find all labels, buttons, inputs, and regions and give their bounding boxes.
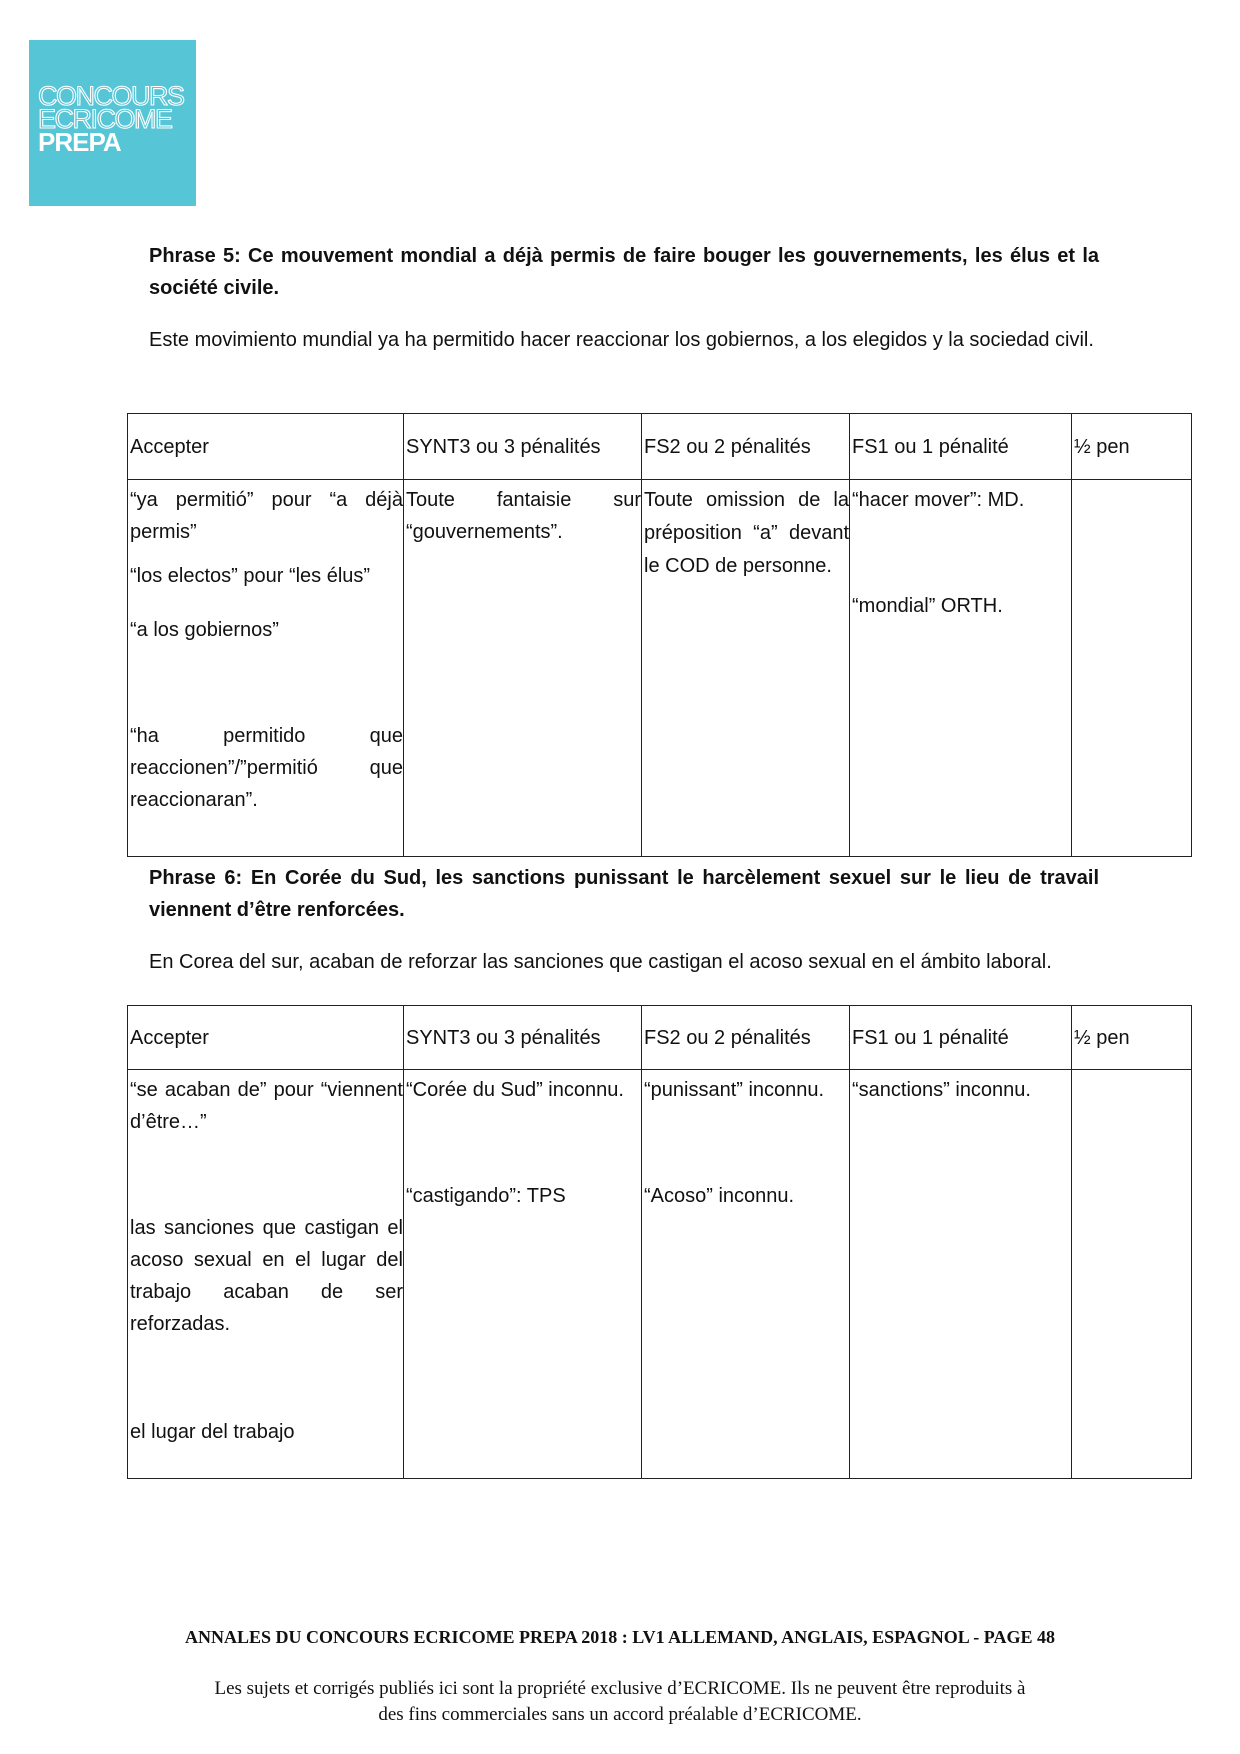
phrase6-title [149,862,1099,926]
phrase6-accepter-cell [128,1070,404,1479]
phrase5-accepter-item: “ya permitió” pour “a déjà permis” [130,489,403,543]
logo-line-ecricome: ECRICOME [38,104,172,134]
phrase5-fs1-cell [850,480,1072,857]
phrase5-table [127,413,1192,857]
phrase6-translation [149,946,1099,978]
phrase5-synt3-cell [404,480,642,857]
phrase5-accepter-item: “los electos” pour “les élus” [130,565,371,587]
logo-line-prepa: PREPA [38,127,121,157]
phrase5-title [149,240,1099,304]
phrase5-title-text: Phrase 5: Ce mouvement mondial a déjà permis de faire bouger les gouvernements, les élus et la société civile. [149,245,1099,299]
phrase5-half-pen-cell [1072,480,1192,857]
phrase6-accepter-item: “se acaban de” pour “viennent d’être…” [130,1079,403,1133]
logo-wordmark [38,81,184,157]
phrase5-fs2-item: Toute omission de la préposition “a” devant le COD de personne. [644,489,849,577]
header-accepter: Accepter [128,414,404,480]
header-fs2: FS2 ou 2 pénalités [642,414,850,480]
phrase5-body-row [128,480,1192,857]
phrase5-synt3-item: Toute fantaisie sur “gouvernements”. [406,489,641,543]
phrase6-synt3-item: “castigando”: TPS [406,1185,566,1207]
footer-notice [0,1676,1240,1728]
phrase6-header-row [128,1006,1192,1070]
phrase6-accepter-item: el lugar del trabajo [130,1421,295,1443]
header-half-pen: ½ pen [1072,1006,1192,1070]
header-fs2: FS2 ou 2 pénalités [642,1006,850,1070]
phrase5-accepter-cell [128,480,404,857]
phrase5-fs1-item: “hacer mover”: MD. [852,489,1025,511]
header-synt3: SYNT3 ou 3 pénalités [404,414,642,480]
phrase5-accepter-item: “a los gobiernos” [130,619,279,641]
header-half-pen: ½ pen [1072,414,1192,480]
phrase5-fs2-cell [642,480,850,857]
phrase5-translation-text: Este movimiento mundial ya ha permitido hacer reaccionar los gobiernos, a los elegidos y la sociedad civil. [149,329,1094,351]
phrase6-fs2-item: “Acoso” inconnu. [644,1185,795,1207]
header-fs1: FS1 ou 1 pénalité [850,1006,1072,1070]
phrase5-translation [149,324,1099,356]
phrase6-body-row [128,1070,1192,1479]
phrase6-fs1-item: “sanctions” inconnu. [852,1079,1031,1101]
phrase6-accepter-item: las sanciones que castigan el acoso sexual en el lugar del trabajo acaban de ser reforzadas. [130,1217,403,1335]
footer-title: ANNALES DU CONCOURS ECRICOME PREPA 2018 : LV1 ALLEMAND, ANGLAIS, ESPAGNOL - PAGE 48 [185,1627,1055,1647]
header-synt3: SYNT3 ou 3 pénalités [404,1006,642,1070]
ecricome-logo [29,40,196,206]
footer-notice-line: Les sujets et corrigés publiés ici sont la propriété exclusive d’ECRICOME. Ils ne peuvent être reproduits à [214,1678,1026,1699]
phrase6-title-text: Phrase 6: En Corée du Sud, les sanctions punissant le harcèlement sexuel sur le lieu de travail viennent d’être renforcées. [149,867,1099,921]
phrase6-fs1-cell [850,1070,1072,1479]
phrase6-half-pen-cell [1072,1070,1192,1479]
phrase5-accepter-item: “ha permitido que reaccionen”/”permitió que reaccionaran”. [130,725,403,811]
header-fs1: FS1 ou 1 pénalité [850,414,1072,480]
phrase5-fs1-item: “mondial” ORTH. [852,595,1003,617]
header-accepter: Accepter [128,1006,404,1070]
phrase6-synt3-item: “Corée du Sud” inconnu. [406,1079,624,1101]
phrase6-translation-text: En Corea del sur, acaban de reforzar las sanciones que castigan el acoso sexual en el ámbito laboral. [149,951,1052,973]
phrase6-fs2-cell [642,1070,850,1479]
logo-line-concours: CONCOURS [38,81,184,111]
phrase6-fs2-item: “punissant” inconnu. [644,1079,825,1101]
phrase6-table [127,1005,1192,1479]
phrase5-header-row [128,414,1192,480]
footer-notice-line: des fins commerciales sans un accord préalable d’ECRICOME. [378,1704,862,1725]
phrase6-synt3-cell [404,1070,642,1479]
